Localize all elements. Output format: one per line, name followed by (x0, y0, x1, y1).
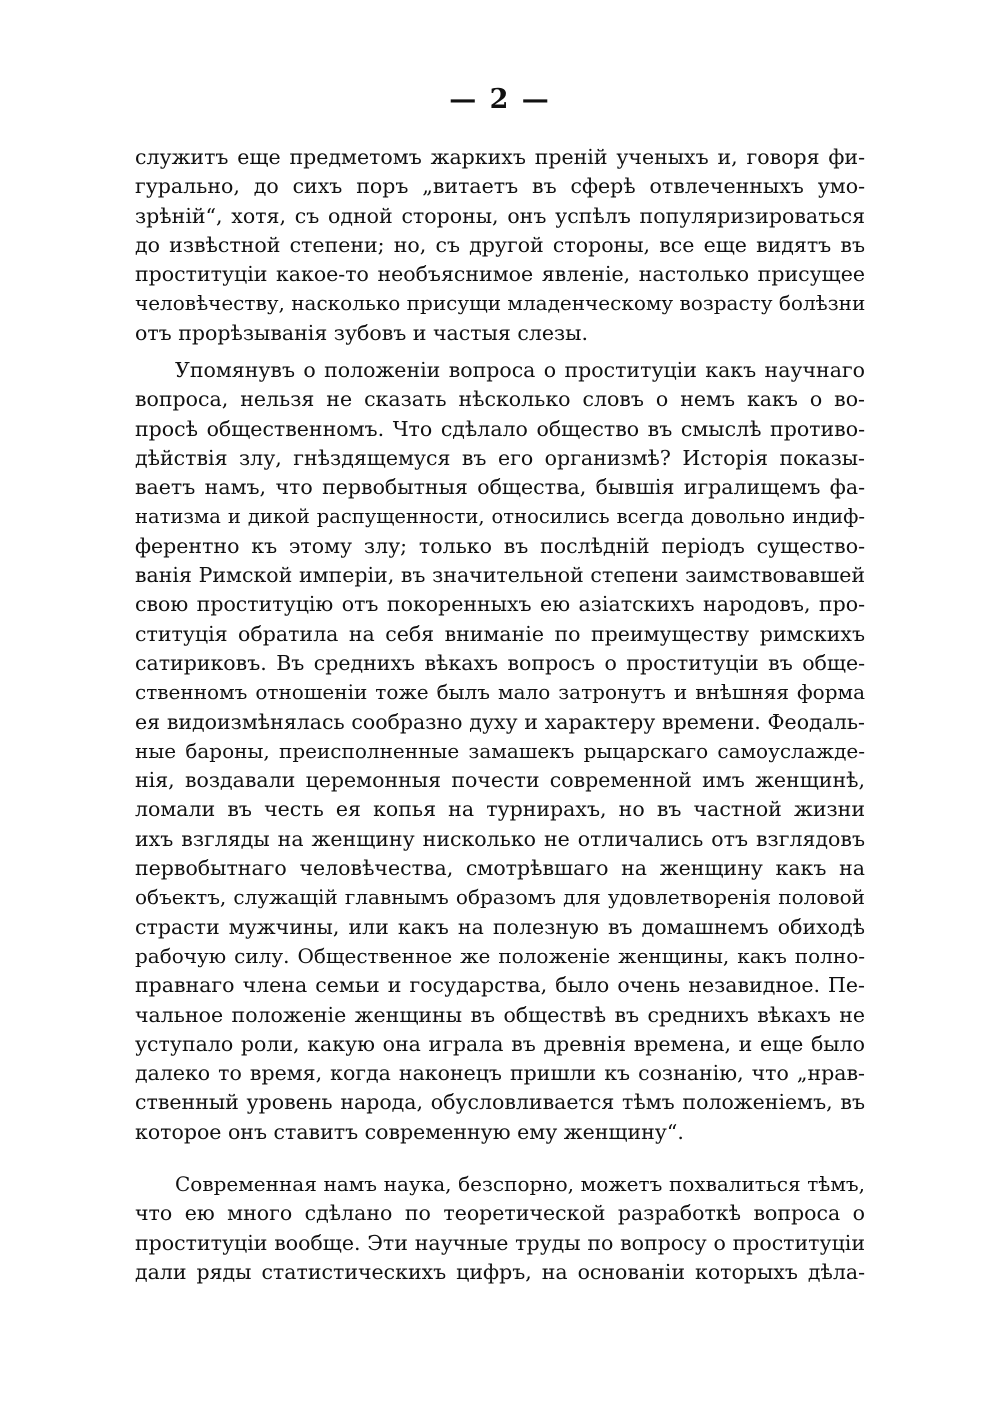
text-line: ихъ взгляды на женщину нисколько не отличались отъ взглядовъ (135, 826, 865, 851)
page-number: — 2 — (449, 84, 551, 115)
text-line: Современная намъ наука, безспорно, можетъ похвалиться тѣмъ, (175, 1172, 865, 1196)
text-line: просѣ общественномъ. Что сдѣлало общество въ смыслѣ противо- (135, 416, 865, 441)
text-line: рабочую силу. Общественное же положеніе женщины, какъ полно- (135, 943, 865, 968)
text-line: человѣчеству, насколько присущи младенческому возрасту болѣзни (135, 291, 866, 316)
text-line: ея видоизмѣнялась сообразно духу и характеру времени. Феодаль- (135, 709, 865, 734)
paragraph-1 (135, 143, 865, 348)
text-line: ферентно къ этому злу; только въ послѣдній періодъ существо- (135, 533, 865, 558)
text-line: уступало роли, какую она играла въ древнія времена, и еще было (135, 1031, 865, 1056)
text-line: ные бароны, преисполненные замашекъ рыцарскаго самоуслажде- (135, 738, 865, 763)
text-line: ваетъ намъ, что первобытныя общества, бывшія игралищемъ фа- (135, 475, 865, 500)
text-line: ванія Римской имперіи, въ значительной степени заимствовавшей (135, 563, 865, 588)
text-line: чальное положеніе женщины въ обществѣ въ среднихъ вѣкахъ не (135, 1002, 865, 1027)
text-line: до извѣстной степени; но, съ другой стороны, все еще видятъ въ (135, 232, 865, 257)
text-line: ломали въ честь ея копья на турнирахъ, но въ частной жизни (135, 797, 865, 822)
text-line: Упомянувъ о положеніи вопроса о проституціи какъ научнаго (175, 358, 865, 382)
text-line: проституціи какое-то необъяснимое явленіе, настолько присущее (135, 262, 865, 287)
text-line: дали ряды статистическихъ цифръ, на основаніи которыхъ дѣла- (135, 1259, 865, 1284)
text-line: объектъ, служащій главнымъ образомъ для удовлетворенія половой (135, 885, 865, 910)
text-line: отъ прорѣзыванія зубовъ и частыя слезы. (135, 320, 589, 345)
text-line: проституціи вообще. Эти научные труды по вопросу о проституціи (135, 1230, 865, 1255)
text-line: ственномъ отношеніи тоже былъ мало затронутъ и внѣшняя форма (135, 680, 865, 705)
text-line: первобытнаго человѣчества, смотрѣвшаго на женщину какъ на (135, 856, 865, 881)
text-line: ственный уровень народа, обусловливается тѣмъ положеніемъ, въ (135, 1090, 865, 1115)
text-line: страсти мужчины, или какъ на полезную въ домашнемъ обиходѣ (135, 914, 865, 939)
text-line: сатириковъ. Въ среднихъ вѣкахъ вопросъ о проституціи въ обще- (135, 650, 865, 675)
text-line: что ею много сдѣлано по теоретической разработкѣ вопроса о (135, 1201, 865, 1226)
paragraph-2 (135, 356, 865, 1147)
text-line: свою проституцію отъ покоренныхъ ею азіатскихъ народовъ, про- (135, 592, 865, 617)
text-line: далеко то время, когда наконецъ пришли къ сознанію, что „нрав- (135, 1061, 865, 1086)
text-line: гурально, до сихъ поръ „витаетъ въ сферѣ отвлеченныхъ умо- (135, 174, 865, 199)
text-line: которое онъ ставитъ современную ему женщину“. (135, 1119, 684, 1144)
paragraph-3 (135, 1170, 865, 1287)
text-line: дѣйствія злу, гнѣздящемуся въ его организмѣ? Исторія показы- (135, 445, 865, 470)
text-line: зрѣній“, хотя, съ одной стороны, онъ успѣлъ популяризироваться (135, 203, 865, 228)
text-line: вопроса, нельзя не сказать нѣсколько словъ о немъ какъ о во- (135, 387, 865, 412)
text-line: служитъ еще предметомъ жаркихъ преній ученыхъ и, говоря фи- (135, 145, 865, 169)
text-line: нія, воздавали церемонныя почести современной имъ женщинѣ, (135, 768, 865, 793)
text-line: ституція обратила на себя вниманіе по преимуществу римскихъ (135, 621, 865, 646)
text-line: натизма и дикой распущенности, относились всегда довольно индиф- (135, 505, 865, 529)
text-line: правнаго члена семьи и государства, было очень незавидное. Пе- (135, 973, 865, 998)
